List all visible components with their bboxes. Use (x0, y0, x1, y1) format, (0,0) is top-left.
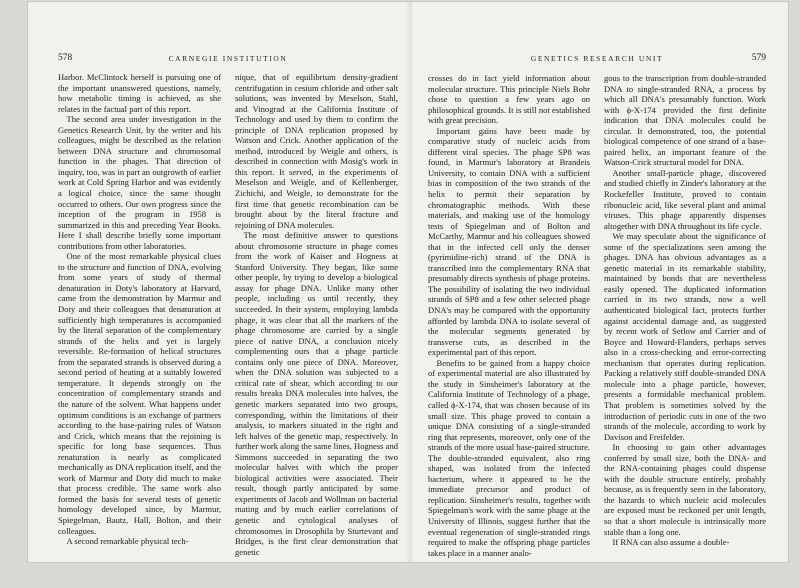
body-paragraph: Harbor. McClintock herself is pursuing one of the important unanswered questions, namely, how metabolic timing is achieved, as she relates in the factual part of this report. (58, 72, 221, 114)
right-page-number: 579 (751, 53, 766, 63)
text-column (58, 72, 221, 557)
body-paragraph: The second area under investigation in the Genetics Research Unit, by the writer and his colleagues, might be described as the relation between DNA structure and chromosomal function in the phages. That direction of inquiry, too, was in part an outgrowth of earlier work at Cold Spring Harbor and was evidently a logical choice, since the same thought occurred to others. Our own progress since the inception of the program in 1958 is summarized in this and preceding Year Books. Here I shall describe briefly some important contributions from other laboratories. (58, 114, 221, 251)
text-column (428, 73, 590, 558)
body-paragraph: We may speculate about the significance of some of the specializations seen among the phages. DNA has obvious advantages as a genetic material in its remarkable stability, maintained by bonds that are nevertheless easily opened. The duplicated information carried in its two strands, now a well authenticated biological fact, protects further against accidental damage and, as suggested by recent work of Setlow and Carrier and of Boyce and Howard-Flanders, perhaps serves also in a cross-checking and error-correcting mechanism that operates during replication. Packing a relatively stiff double-stranded DNA molecule into a phage particle, however, presents a formidable mechanical problem. That problem is sometimes solved by the introduction of periodic cuts in one of the two strands of the molecule, according to work by Davison and Freifelder. (604, 231, 766, 442)
right-page (428, 2, 766, 562)
book-spread (28, 2, 788, 562)
body-paragraph: Benefits to be gained from a happy choice of experimental material are also illustrated by the study in Sinsheimer's laboratory at the California Institute of Technology of a phage, called ϕ-X-174, that was chosen because of its small size. This phage proved to contain a unique DNA consisting of a single-stranded ring that represents, moreover, only one of the strands of the more usual base-paired structure. The double-stranded equivalent, also ring shaped, was isolated from the infected bacterium, where it appeared to be the immediate precursor and product of replication. Sinsheimer's results, together with Spiegelman's work with the same phage at the University of Illinois, suggest further that the eventual regeneration of single-stranded rings required to make the offspring phage particles takes place in a manner analo- (428, 357, 590, 558)
left-page-number: 578 (58, 53, 73, 63)
left-columns (58, 72, 398, 557)
left-page (58, 2, 398, 562)
body-paragraph: gous to the transcription from double-stranded DNA to single-stranded RNA, a process by which all DNA's presumably function. Work with ϕ-X-174 provided the first definite indication that DNA molecules could be circular. It demonstrated, too, the potential biological competence of one strand of a base-paired helix, an important feature of the Watson-Crick structural model for DNA. (604, 73, 766, 168)
right-columns (428, 73, 766, 558)
right-running-head (428, 54, 766, 66)
body-paragraph: Important gains have been made by comparative study of nucleic acids from different viral species. The phage SP8 was found, in Marmur's laboratory at Brandeis University, to contain DNA with a sufficient bias in composition of the two strands of the helix to permit their separation by chromatographic methods. With these materials, and making use of the homology tests of Spiegelman and of Bolton and McCarthy, Marmur and his colleagues showed that in the infected cell only the denser (pyrimidine-rich) strand of the DNA is transcribed into the complementary RNA that presumably directs synthesis of phage proteins. The possibility of isolating the two individual strands of SP8 and a few other selected phage DNA's may be compared with the opportunity afforded by lambda DNA to isolate several of the molecular segments generated by transverse cuts, as described in the experimental part of this report. (428, 125, 590, 358)
text-column (235, 72, 398, 557)
book-gutter (406, 2, 414, 562)
text-column (604, 73, 766, 558)
body-paragraph: crosses do in fact yield information about molecular structure. This principle Niels Bohr chose to question a few years ago on philosophical grounds. It is still not established with great precision. (428, 73, 590, 126)
body-paragraph: One of the most remarkable physical clues to the structure and function of DNA, evolving from some years of study of thermal denaturation in Doty's laboratory at Harvard, came from the demonstration by Marmur and Doty and their colleagues that denaturation at sufficiently high temperatures is accompanied by the literal separation of the complementary strands of the helix and yet is largely reversible. Re-formation of helical structures from the separated strands is observed during a second period of heating at a suitably lowered temperature. It depends strongly on the concentration of complementary strands and the nature of the solvent. What happens under optimum conditions is an exchange of partners according to the base-pairing rules of Watson and Crick, which means that the rejoining is specific for long base sequences. Thus renaturation is nearly as complicated mechanically as DNA replication itself, and the work of Marmur and Doty did much to make that process credible. The same work also formed the basis for several tests of genetic homology developed since, by Marmur, Spiegelman, Bautz, Hall, Bolton, and their colleagues. (58, 251, 221, 536)
left-running-title: CARNEGIE INSTITUTION (168, 54, 288, 63)
body-paragraph: Another small-particle phage, discovered and studied chiefly in Zinder's laboratory at the Rockefeller Institute, proved to contain ribonucleic acid, like several plant and animal viruses. This phage apparently dispenses altogether with DNA throughout its life cycle. (604, 167, 766, 231)
body-paragraph: In choosing to gain other advantages conferred by small size, both the DNA- and the RNA-containing phages could dispense with the double structure entirely, probably because, as is frequently seen in the laboratory, the hazards to which nucleic acid molecules are exposed must be reckoned per unit length, so that a short molecule is intrinsically more stable than a long one. (604, 442, 766, 537)
body-paragraph: A second remarkable physical tech- (66, 536, 189, 547)
right-running-title: GENETICS RESEARCH UNIT (530, 54, 664, 63)
body-paragraph: The most definitive answer to questions about chromosome structure in phage comes from the work of Kaiser and Hogness at Stanford University. They began, like some other people, by trying to develop a biological assay for phage DNA. Unlike many other people, including us until recently, they succeeded. In their system, employing lambda phage, it was clear that all the markers of the phage chromosome are carried by a single piece of native DNA, a conclusion nicely complementing ours that a phage particle contains only one piece of DNA. Moreover, when the DNA solution was subjected to a critical rate of shear, which according to our results breaks DNA molecules into halves, the genetic markers separated into two groups, corresponding, within the limitations of their analysis, to markers situated in the right and left halves of the genetic map, respectively. In further work along the same lines, Hogness and Simmons succeeded in separating the two molecular halves with which the proper biological activities were associated. Their result, though partly anticipated by some experiments of Jacob and Wollman on bacterial mating and by much earlier correlations of genetic and cytological analyses of chromosomes in Drosophila by Sturtevant and Bridges, is the first clear demonstration that genetic (235, 230, 398, 557)
body-paragraph: nique, that of equilibrium density-gradient centrifugation in cesium chloride and other salt solutions, was invented by Meselson, Stahl, and Vinograd at the California Institute of Technology and used by them to confirm the principle of DNA replication proposed by Watson and Crick. Another application of the method, introduced by Weigle and others, is described in connection with Mosig's work in this report. It served, in the experiments of Meselson and Weigle, and of Kellenberger, Zichichi, and Weigle, to demonstrate for the first time that genetic recombination can be brought about by the literal fracture and rejoining of DNA molecules. (235, 72, 398, 230)
body-paragraph: If RNA can also assume a double- (612, 537, 730, 548)
left-running-head (58, 54, 398, 66)
